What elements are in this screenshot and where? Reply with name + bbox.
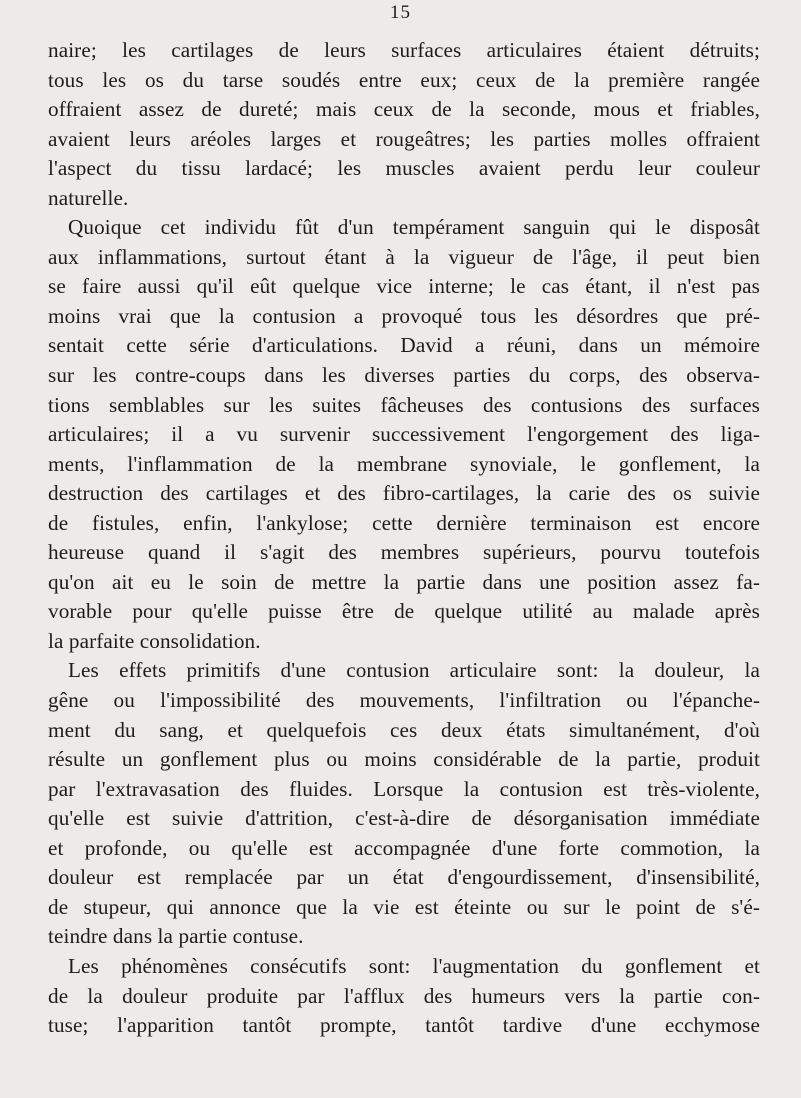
text-line: Les phénomènes consécutifs sont: l'augmentation du gonflement et <box>68 953 760 978</box>
text-line: résulte un gonflement plus ou moins considérable de la partie, produit <box>48 747 760 772</box>
text-line: par l'extravasation des fluides. Lorsque la contusion est très-violente, <box>48 776 760 801</box>
text-line: qu'elle est suivie d'attrition, c'est-à-dire de désorganisation immédiate <box>48 806 760 831</box>
text-line: sur les contre-coups dans les diverses parties du corps, des observa- <box>48 363 760 388</box>
text-line: tous les os du tarse soudés entre eux; ceux de la première rangée <box>48 67 760 92</box>
text-line: sentait cette série d'articulations. David a réuni, dans un mémoire <box>48 333 760 358</box>
text-line: l'aspect du tissu lardacé; les muscles avaient perdu leur couleur <box>48 156 760 181</box>
text-line: articulaires; il a vu survenir successivement l'engorgement des liga- <box>48 422 760 447</box>
text-line: destruction des cartilages et des fibro-cartilages, la carie des os suivie <box>48 481 760 506</box>
text-line: moins vrai que la contusion a provoqué tous les désordres que pré- <box>48 303 760 328</box>
page-number: 15 <box>390 2 411 23</box>
text-line: ment du sang, et quelquefois ces deux états simultanément, d'où <box>48 717 760 742</box>
text-line: tuse; l'apparition tantôt prompte, tantôt tardive d'une ecchymose <box>48 1013 760 1038</box>
body-text <box>48 36 760 1041</box>
text-line: et profonde, ou qu'elle est accompagnée d'une forte commotion, la <box>48 835 760 860</box>
text-line: douleur est remplacée par un état d'engourdissement, d'insensibilité, <box>48 865 760 890</box>
text-line: de la douleur produite par l'afflux des humeurs vers la partie con- <box>48 983 760 1008</box>
text-line: naturelle. <box>48 185 129 210</box>
text-line: avaient leurs aréoles larges et rougeâtres; les parties molles offraient <box>48 126 760 151</box>
text-line: de stupeur, qui annonce que la vie est éteinte ou sur le point de s'é- <box>48 894 760 919</box>
text-line: de fistules, enfin, l'ankylose; cette dernière terminaison est encore <box>48 510 760 535</box>
text-line: la parfaite consolidation. <box>48 628 261 653</box>
text-line: Quoique cet individu fût d'un tempérament sanguin qui le disposât <box>68 215 760 240</box>
text-line: vorable pour qu'elle puisse être de quelque utilité au malade après <box>48 599 760 624</box>
text-line: naire; les cartilages de leurs surfaces articulaires étaient détruits; <box>48 38 760 62</box>
text-line: Les effets primitifs d'une contusion articulaire sont: la douleur, la <box>68 658 760 683</box>
text-line: heureuse quand il s'agit des membres supérieurs, pourvu toutefois <box>48 540 760 565</box>
text-line: aux inflammations, surtout étant à la vigueur de l'âge, il peut bien <box>48 244 760 269</box>
text-line: qu'on ait eu le soin de mettre la partie dans une position assez fa- <box>48 569 760 594</box>
text-line: offraient assez de dureté; mais ceux de la seconde, mous et friables, <box>48 97 760 122</box>
text-line: ments, l'inflammation de la membrane synoviale, le gonflement, la <box>48 451 760 476</box>
text-line: teindre dans la partie contuse. <box>48 924 304 949</box>
text-line: gêne ou l'impossibilité des mouvements, l'infiltration ou l'épanche- <box>48 688 760 713</box>
text-line: tions semblables sur les suites fâcheuses des contusions des surfaces <box>48 392 760 417</box>
text-line: se faire aussi qu'il eût quelque vice interne; le cas étant, il n'est pas <box>48 274 760 299</box>
